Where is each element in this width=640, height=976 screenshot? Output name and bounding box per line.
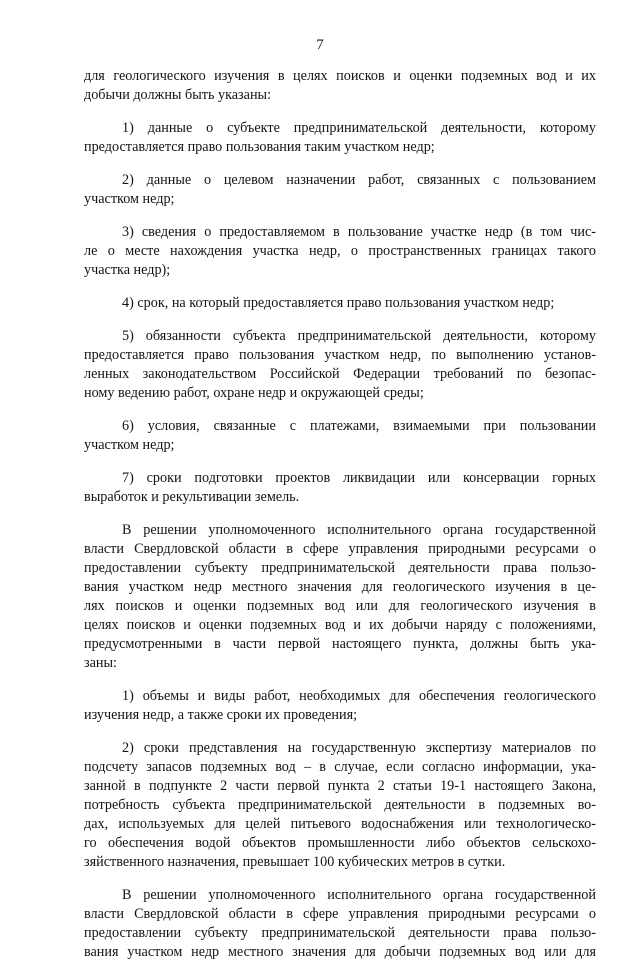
text-line: участком недр; (84, 437, 175, 453)
text-line: власти Свердловской области в сфере управления природными ресурсами о (84, 541, 596, 557)
paragraph-item-6 (84, 417, 596, 455)
text-line: 1) объемы и виды работ, необходимых для обеспечения геологического (122, 688, 596, 704)
text-line: потребность субъекта предпринимательской деятельности в подземных во- (84, 797, 596, 813)
text-line: занной в подпункте 2 части первой пункта 2 статьи 19-1 настоящего Закона, (84, 778, 596, 794)
paragraph-item-3 (84, 223, 596, 280)
paragraph-item-4 (84, 294, 596, 313)
text-line: В решении уполномоченного исполнительного органа государственной (122, 522, 596, 538)
paragraph-item-1 (84, 119, 596, 157)
text-line: предоставляется право пользования участком недр, по выполнению установ- (84, 347, 596, 363)
text-line: участка недр); (84, 262, 171, 278)
document-body (84, 67, 596, 976)
text-line: для геологического изучения в целях поисков и оценки подземных вод и их (84, 68, 596, 84)
text-line: 1) данные о субъекте предпринимательской деятельности, которому (122, 120, 596, 136)
paragraph-item-2 (84, 171, 596, 209)
text-line: изучения недр, а также сроки их проведения; (84, 707, 358, 723)
paragraph-item-7 (84, 469, 596, 507)
paragraph-sub-item-1 (84, 687, 596, 725)
text-line: ле о месте нахождения участка недр, о пространственных границах такого (84, 243, 596, 259)
text-line: В решении уполномоченного исполнительного органа государственной (122, 887, 596, 903)
text-line: предусмотренными в части первой настоящего пункта, должны быть ука- (84, 636, 596, 652)
text-line: предоставляется право пользования таким участком недр; (84, 139, 435, 155)
text-line: участком недр; (84, 191, 175, 207)
text-line: заны: (84, 655, 117, 671)
text-line: целях поисков и оценки подземных вод и их добычи наряду с положениями, (84, 617, 596, 633)
text-line: добычи должны быть указаны: (84, 87, 272, 103)
text-line: ленных законодательством Российской Федерации требований по безопас- (84, 366, 596, 382)
text-line: 5) обязанности субъекта предпринимательской деятельности, которому (122, 328, 596, 344)
text-line: выработок и рекультивации земель. (84, 489, 300, 505)
text-line: вания участком недр местного значения для добычи подземных вод или для (84, 944, 596, 960)
paragraph-decision-extraction (84, 886, 596, 962)
text-line: 6) условия, связанные с платежами, взимаемыми при пользовании (122, 418, 596, 434)
paragraph-decision-geology (84, 521, 596, 673)
text-line: вания участком недр местного значения для геологического изучения в це- (84, 579, 596, 595)
text-line: 2) данные о целевом назначении работ, связанных с пользованием (122, 172, 596, 188)
text-line: лях поисков и оценки подземных вод или для геологического изучения в (84, 598, 596, 614)
paragraph-sub-item-2 (84, 739, 596, 872)
text-line: предоставлении субъекту предпринимательской деятельности права пользо- (84, 560, 596, 576)
page-number: 7 (316, 37, 324, 53)
text-line: зяйственного назначения, превышает 100 кубических метров в сутки. (84, 854, 506, 870)
text-line: дах, используемых для целей питьевого водоснабжения или технологическо- (84, 816, 596, 832)
paragraph-intro (84, 67, 596, 105)
text-line: предоставлении субъекту предпринимательской деятельности права пользо- (84, 925, 596, 941)
text-line: 2) сроки представления на государственную экспертизу материалов по (122, 740, 596, 756)
text-line: ному ведению работ, охране недр и окружающей среды; (84, 385, 424, 401)
text-line: 3) сведения о предоставляемом в пользование участке недр (в том чис- (122, 224, 596, 240)
text-line: 7) сроки подготовки проектов ликвидации или консервации горных (122, 470, 596, 486)
text-line: го обеспечения водой объектов промышленности либо объектов сельскохо- (84, 835, 596, 851)
text-line: подсчету запасов подземных вод – в случае, если согласно информации, ука- (84, 759, 596, 775)
paragraph-item-5 (84, 327, 596, 403)
text-line: власти Свердловской области в сфере управления природными ресурсами о (84, 906, 596, 922)
text-line: 4) срок, на который предоставляется право пользования участком недр; (122, 295, 555, 311)
